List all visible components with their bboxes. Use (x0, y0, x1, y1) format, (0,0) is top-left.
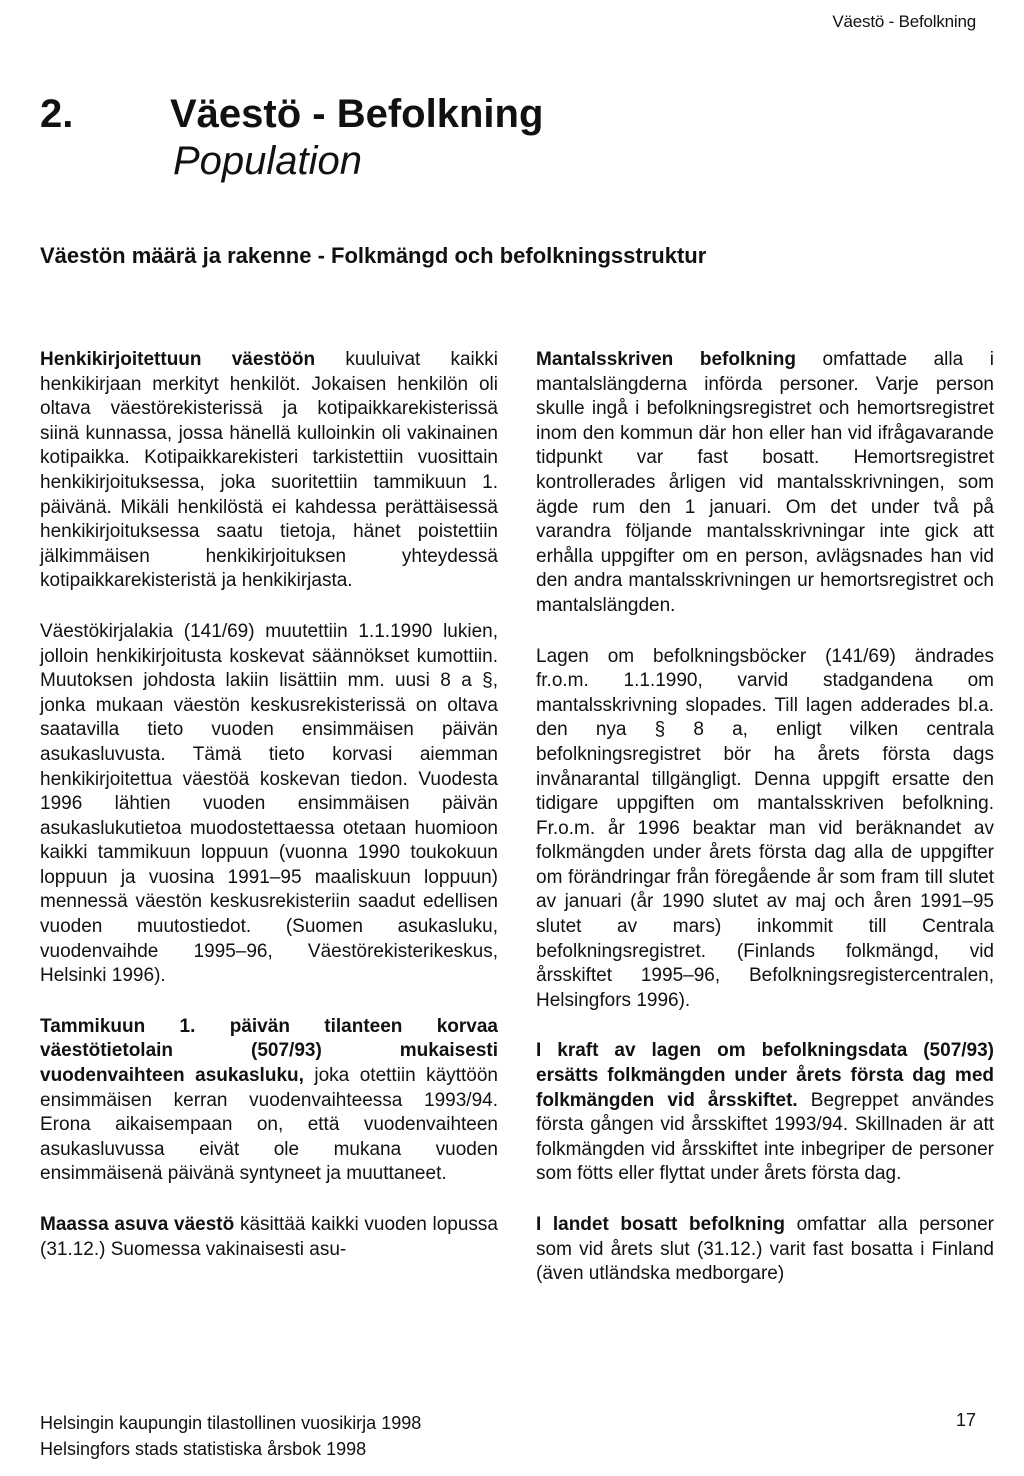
term: I landet bosatt befolkning (536, 1214, 786, 1235)
paragraph (40, 348, 498, 594)
paragraph (536, 1039, 994, 1187)
paragraph (536, 1213, 994, 1287)
term: I kraft av lagen om befolkningsdata (507/93) ersätts folkmängden under årets första dag med folkmängden vid årsskiftet. (536, 1040, 994, 1111)
paragraph-text: joka otettiin käyttöön ensimmäisen kerran vuodenvaihteessa 1993/94. Erona aikaisempaan on, että vuodenvaihteen asukasluvussa eivät ole mukana vuoden ensimmäisenä päivänä syntyneet ja muuttaneet. (40, 1065, 498, 1185)
running-header: Väestö - Befolkning (832, 12, 976, 31)
chapter-subtitle: Population (173, 139, 363, 183)
paragraph: Lagen om befolkningsböcker (141/69) ändrades fr.o.m. 1.1.1990, varvid stadgandena om mantalsskrivning slopades. Till lagen adderades bl.a. den nya § 8 a, enligt vilken centrala befolkningsregistret bör ha årets första dags invånarantal tillgängligt. Denna uppgift ersatte den tidigare uppgiften om mantalsskriven befolkning. Fr.o.m. år 1996 beaktar man vid beräknandet av folkmängden under årets första dag alla de uppgifter om förändringar från föregående år som fram till slutet av januari (år 1990 slutet av maj och åren 1991–95 slutet av mars) inkommit till Centrala befolkningsregistret. (Finlands folkmängd, vid årsskiftet 1995–96, Befolkningsregistercentralen, Helsingfors 1996). (536, 645, 994, 1011)
swedish-column (536, 348, 994, 1313)
paragraph-text: kuuluivat kaikki henkikirjaan merkityt henkilöt. Jokaisen henkilön oli oltava väestörekisterissä ja kotipaikkarekisterissä siinä kunnassa, jossa hänellä kulloinkin oli vakinainen kotipaikka. Kotipaikkarekisteri tarkistettiin vuosittain henkikirjoituksessa, joka suoritettiin tammikuun 1. päivänä. Mikäli henkilöstä ei kahdessa perättäisessä henkikirjoituksessa saatu tietoja, hänet poistettiin jälkimmäisen henkikirjoituksen yhteydessä kotipaikkarekisteristä ja henkikirjasta. (40, 349, 499, 592)
chapter-title: Väestö - Befolkning (170, 92, 544, 136)
finnish-column (40, 348, 498, 1288)
paragraph (40, 1015, 498, 1187)
paragraph-text: omfattar alla personer som vid årets slut (31.12.) varit fast bosatta i Finland (även utländska medborgare) (536, 1214, 994, 1285)
chapter-number: 2. (40, 92, 74, 136)
paragraph-text: Begreppet användes första gången vid årsskiftet 1993/94. Skillnaden är att folkmängden vid årsskiftet inte inbegriper de personer som fötts eller flyttat under årets första dag. (536, 1089, 994, 1185)
term: Henkikirjoitettuun väestöön (40, 349, 316, 370)
page-number: 17 (955, 1410, 976, 1430)
paragraph-text: omfattade alla i mantalslängderna införda personer. Varje person skulle ingå i befolkningsregistret och hemortsregistret inom den kommun där hon eller han vid ifrågavarande tidpunkt var fast bosatt. Hemortsregistret kontrollerades årligen vid mantalsskrivningen, som ägde rum den 1 januari. Om det under två på varandra följande mantalsskrivningar inte gick att erhålla uppgifter om en person, avlägsnades han vid den andra mantalsskrivningen ur hemortsregistret och mantalslängden. (536, 349, 994, 616)
term: Tammikuun 1. päivän tilanteen korvaa väestötietolain (507/93) mukaisesti vuodenvaihteen asukasluku, (40, 1015, 498, 1087)
paragraph: Väestökirjalakia (141/69) muutettiin 1.1.1990 lukien, jolloin henkikirjoitusta koskevat säännökset kumottiin. Muutoksen johdosta lakiin lisättiin mm. uusi 8 a §, jonka mukaan väestön keskusrekisterissä on oltava saatavilla tieto vuoden ensimmäisen päivän asukasluvusta. Tämä tieto korvasi aiemman henkikirjoitettua väestöä koskevan tiedon. Vuodesta 1996 lähtien vuoden ensimmäisen päivän asukaslukutietoa muodostettaessa otetaan huomioon kaikki tammikuun loppuun (vuonna 1990 toukokuun loppuun ja vuosina 1991–95 maaliskuun loppuun) mennessä väestön keskusrekisteriin saadut edellisen vuoden muutostiedot. (Suomen asukasluku, vuodenvaihde 1995–96, Väestörekisterikeskus, Helsinki 1996). (40, 620, 498, 987)
section-heading: Väestön määrä ja rakenne - Folkmängd och befolkningsstruktur (40, 243, 707, 268)
paragraph-text: käsittää kaikki vuoden lopussa (31.12.) Suomessa vakinaisesti asu- (40, 1214, 498, 1260)
footer-line-swedish: Helsingfors stads statistiska årsbok 1998 (40, 1439, 367, 1459)
footer (40, 1410, 421, 1462)
paragraph (536, 348, 994, 619)
term: Maassa asuva väestö (40, 1214, 235, 1235)
footer-line-finnish: Helsingin kaupungin tilastollinen vuosikirja 1998 (40, 1413, 422, 1433)
paragraph (40, 1213, 498, 1262)
term: Mantalsskriven befolkning (536, 349, 796, 370)
